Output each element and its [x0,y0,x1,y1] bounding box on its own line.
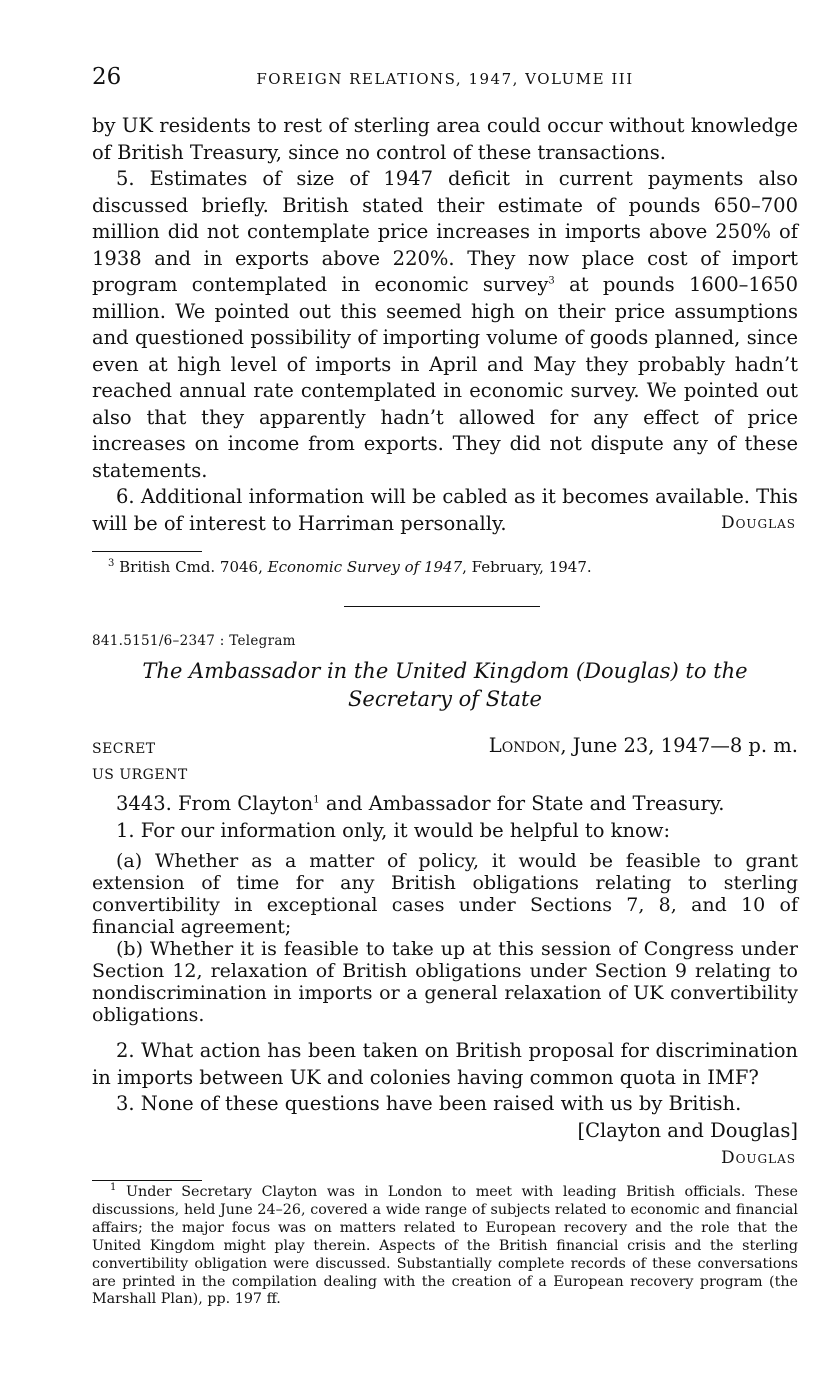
opening-line [92,791,798,818]
footnote-1-text: Under Secretary Clayton was in London to meet with leading British officials. These discussions, held June 24–26, covered a wide range of subjects related to economic and financial affairs; the major focus was on matters related to European recovery and the role that the United Kingdom might play therein. Aspects of the British financial crisis and the sterling convertibility obligation were discussed. Substantially complete records of these conversations are printed in the compilation dealing with the creation of a European recovery program (the Marshall Plan), pp. 197 ff. [92,1184,798,1308]
telegram-opening [92,791,798,844]
closing-items [92,1038,798,1118]
footnote-1-mark: 1 [110,1182,117,1194]
item-b: (b) Whether it is feasible to take up at this session of Congress under Section 12, relaxation of British obligations under Section 9 relating to nondiscrimination in imports or a general relaxation of UK convertibility obligations. [92,938,798,1026]
footnote-1-paragraph [92,1184,798,1309]
item-a: (a) Whether as a matter of policy, it would be feasible to grant extension of time for any British obligations relating to sterling convertibility in exceptional cases under Sections 7, 8, and 10 of financial agreement; [92,850,798,938]
footnote-rule-1 [92,551,202,552]
running-head: FOREIGN RELATIONS, 1947, VOLUME III [256,70,634,88]
signature-douglas-2: Douglas [720,1148,796,1168]
footnote-3-prefix: British Cmd. 7046, [114,558,268,576]
item-3: 3. None of these questions have been raised with us by British. [116,1092,742,1115]
paragraph-5 [92,166,798,484]
footnote-3-suffix: , February, 1947. [462,558,592,576]
opening-text-b: and Ambassador for State and Treasury. [319,792,725,815]
bracket-signature: [Clayton and Douglas] [577,1119,798,1142]
dateline-place: London [488,734,561,757]
footnote-1 [92,1184,798,1309]
signature-douglas-1: Douglas [720,513,796,533]
page-number: 26 [92,64,122,90]
item-1: 1. For our information only, it would be helpful to know: [116,818,671,842]
sub-items [92,850,798,1026]
top-section [92,113,798,537]
item-2: 2. What action has been taken on British proposal for discrimination in imports between UK and colonies having common quota in IMF? [92,1039,798,1089]
footnote-ref-1: 1 [313,794,320,806]
section-separator [344,606,540,607]
footnote-3-mark: 3 [108,558,115,569]
file-number: 841.5151/6–2347 : Telegram [92,633,296,649]
document-title: The Ambassador in the United Kingdom (Douglas) to the Secretary of State [142,659,748,711]
classification: SECRET [92,741,156,757]
paragraph-5-text-b: at pounds 1600–1650 million. We pointed out this seemed high on their price assumptions and questioned possibility of importing volume of goods planned, since even at high level of imports in April and May they probably hadn’t reached annual rate contemplated in economic survey. We pointed out also that they apparently hadn’t allowed for any effect of price increases on income from exports. They did not dispute any of these statements. [92,273,798,482]
footnote-3-title: Economic Survey of 1947 [267,558,463,576]
dateline-date: , June 23, 1947—8 p. m. [560,734,798,757]
opening-text-a: 3443. From Clayton [116,792,314,815]
precedence: US URGENT [92,767,188,783]
dateline [489,734,798,757]
paragraph-6: 6. Additional information will be cabled as it becomes available. This will be of interest to Harriman personally. [92,485,798,535]
paragraph-5-text-a: 5. Estimates of size of 1947 deficit in current payments also discussed briefly. British stated their estimate of pounds 650–700 million did not contemplate price increases in imports above 250% of 1938 and in exports above 220%. They now place cost of import program contemplated in economic survey [92,167,798,296]
footnote-rule-2 [92,1180,202,1181]
page-header [92,64,798,96]
footnote-ref-3: 3 [548,275,555,287]
footnote-3 [92,557,798,577]
carryover-paragraph: by UK residents to rest of sterling area could occur without knowledge of British Treasury, since no control of these transactions. [92,114,798,164]
